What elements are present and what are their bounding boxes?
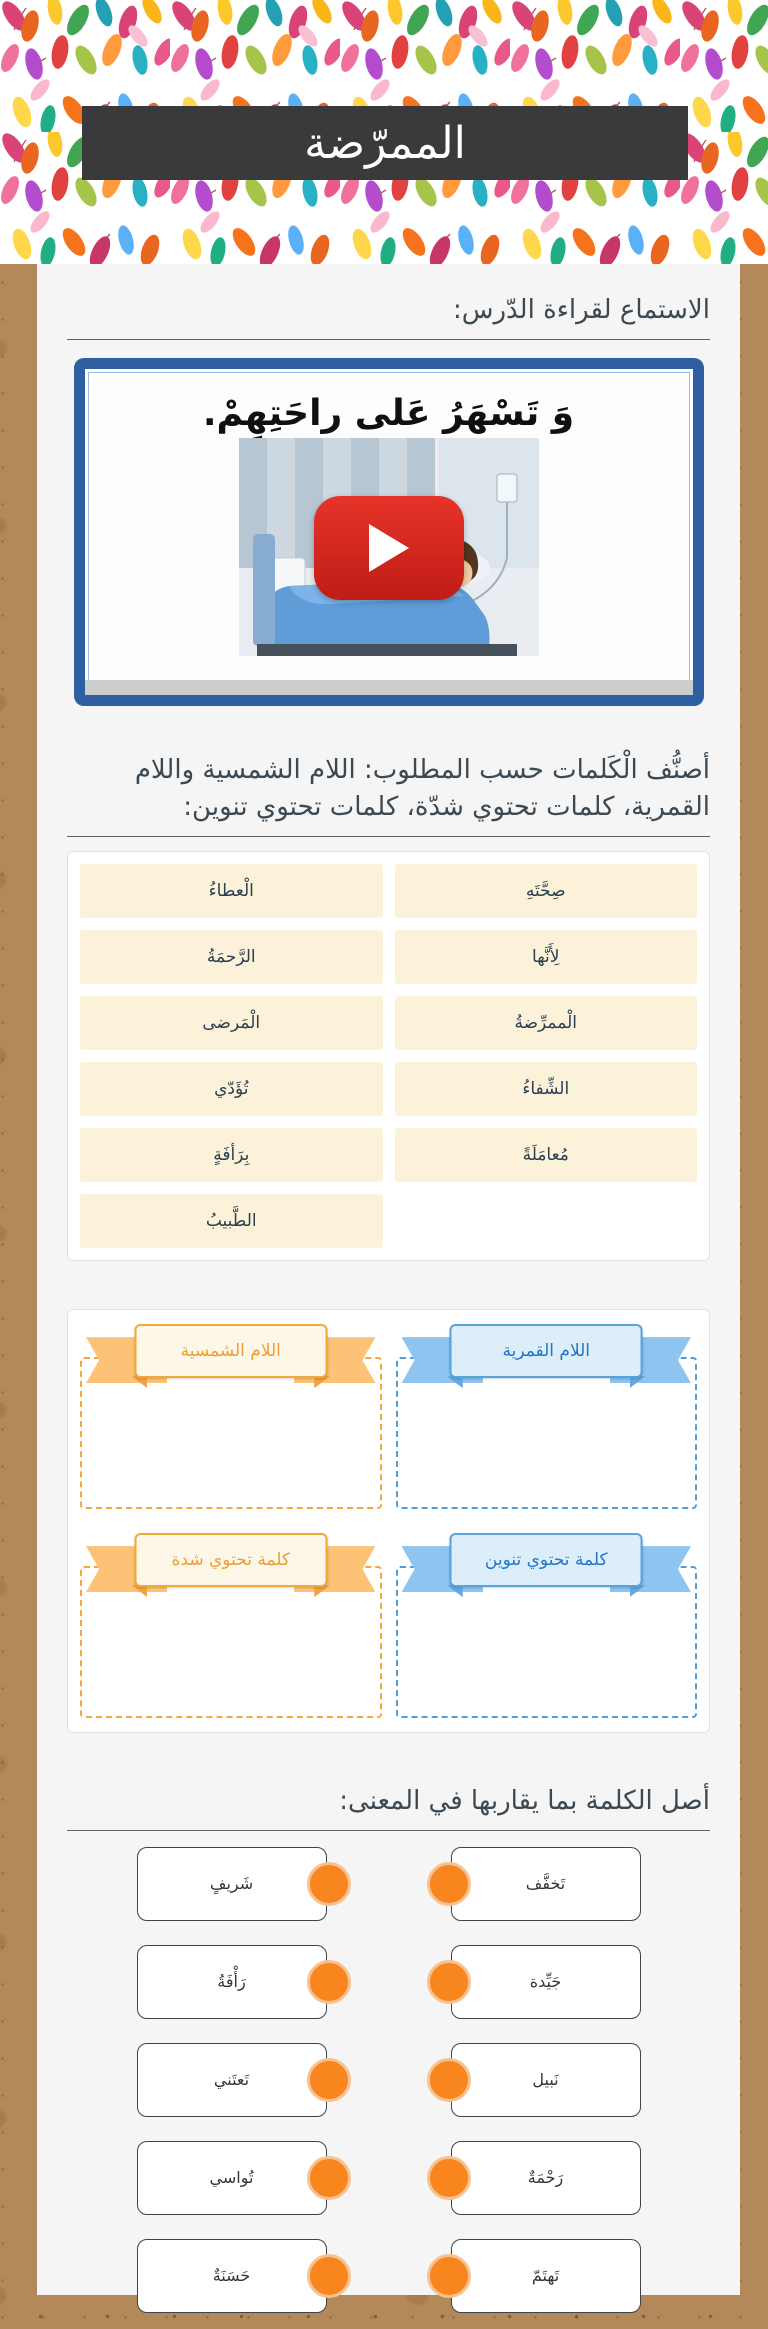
match-word-box[interactable] <box>137 1847 327 1921</box>
match-word: جَيِّدة <box>529 1972 562 1992</box>
match-word: تُواسي <box>209 2168 254 2188</box>
match-word: رَحْمَةٌ <box>527 2168 564 2188</box>
wordbank-chip[interactable]: الْمَرضى <box>80 996 383 1050</box>
dropzone-sun-laam <box>80 1324 382 1509</box>
connector-dot[interactable] <box>427 2156 471 2200</box>
match-row <box>67 1847 710 1921</box>
match-word-box[interactable] <box>451 2141 641 2215</box>
ribbon-banner <box>396 1533 698 1591</box>
match-word: نَبيل <box>532 2070 559 2090</box>
wordbank-chip[interactable]: الطَّبيبُ <box>80 1194 383 1248</box>
wordbank-chip[interactable]: تُؤَدّي <box>80 1062 383 1116</box>
title-banner <box>82 106 688 180</box>
connector-dot[interactable] <box>427 1960 471 2004</box>
video-player[interactable] <box>74 358 704 706</box>
dropzone-moon-laam <box>396 1324 698 1509</box>
listen-section <box>37 264 740 706</box>
divider <box>67 836 710 837</box>
word-bank-right-column <box>395 864 698 1248</box>
match-word-box[interactable] <box>137 1945 327 2019</box>
dropzone-label: كلمة تحتوي شدة <box>134 1533 327 1587</box>
drop-zones <box>67 1309 710 1733</box>
match-word: رَأْفَةُ <box>217 1972 246 1992</box>
match-word: شَريفٍ <box>209 1874 254 1894</box>
match-row <box>67 2043 710 2117</box>
video-caption: وَ تَسْهَرُ عَلى راحَتِهِمْ. <box>202 392 575 434</box>
wordbank-chip[interactable]: صِحَّتَهِ <box>395 864 698 918</box>
match-row <box>67 2239 710 2313</box>
wordbank-chip[interactable]: مُعامَلَةً <box>395 1128 698 1182</box>
match-section-title: أصل الكلمة بما يقاربها في المعنى: <box>339 1786 710 1817</box>
match-word: تَخفَّف <box>525 1874 566 1894</box>
wordbank-chip[interactable]: الشِّفاءُ <box>395 1062 698 1116</box>
wordbank-chip[interactable]: الْممرِّضةُ <box>395 996 698 1050</box>
match-word-box[interactable] <box>451 2239 641 2313</box>
ribbon-banner <box>80 1533 382 1591</box>
match-word-box[interactable] <box>137 2141 327 2215</box>
wordbank-chip[interactable]: الْعطاءُ <box>80 864 383 918</box>
content-column <box>37 264 740 2295</box>
play-icon <box>369 524 409 572</box>
listen-section-title: الاستماع لقراءة الدّرس: <box>452 295 710 325</box>
match-word-box[interactable] <box>137 2043 327 2117</box>
youtube-play-button[interactable] <box>314 496 464 600</box>
match-word-box[interactable] <box>451 1945 641 2019</box>
dropzone-label: كلمة تحتوي تنوين <box>450 1533 643 1587</box>
word-bank <box>67 851 710 1261</box>
divider <box>67 1830 710 1831</box>
dropzone-label: اللام القمرية <box>450 1324 643 1378</box>
dropzone-label: اللام الشمسية <box>134 1324 327 1378</box>
match-row <box>67 2141 710 2215</box>
connector-dot[interactable] <box>427 1862 471 1906</box>
match-rows <box>67 1847 710 2313</box>
connector-dot[interactable] <box>307 2156 351 2200</box>
match-word-box[interactable] <box>451 2043 641 2117</box>
video-bottom-strip <box>85 680 693 695</box>
wordbank-chip[interactable]: الرَّحمَةُ <box>80 930 383 984</box>
match-word-box[interactable] <box>451 1847 641 1921</box>
match-word: تَهتَمّ <box>531 2266 560 2286</box>
connector-dot[interactable] <box>427 2058 471 2102</box>
ribbon-banner <box>396 1324 698 1382</box>
connector-dot[interactable] <box>427 2254 471 2298</box>
match-section <box>37 1783 740 2313</box>
connector-dot[interactable] <box>307 2058 351 2102</box>
connector-dot[interactable] <box>307 1960 351 2004</box>
dropzone-tanween <box>396 1533 698 1718</box>
divider <box>67 339 710 340</box>
connector-dot[interactable] <box>307 1862 351 1906</box>
worksheet-title: الممرّضة <box>304 117 466 169</box>
ribbon-banner <box>80 1324 382 1382</box>
leaves-pattern-header <box>0 0 768 264</box>
dropzone-shadda <box>80 1533 382 1718</box>
classify-instruction: أصنُّف الْكَلمات حسب المطلوب: اللام الشمسية واللام القمرية، كلمات تحتوي شدّة، كلمات تحتوي تنوين: <box>134 754 710 823</box>
match-word: حَسَنَةٌ <box>212 2266 251 2286</box>
match-word-box[interactable] <box>137 2239 327 2313</box>
word-bank-left-column <box>80 864 383 1248</box>
wordbank-chip[interactable]: لِأَنَّها <box>395 930 698 984</box>
match-word: تَعتَني <box>213 2070 250 2090</box>
wordbank-chip[interactable]: بِرَأفَةٍ <box>80 1128 383 1182</box>
match-row <box>67 1945 710 2019</box>
connector-dot[interactable] <box>307 2254 351 2298</box>
classify-section <box>37 752 740 1733</box>
